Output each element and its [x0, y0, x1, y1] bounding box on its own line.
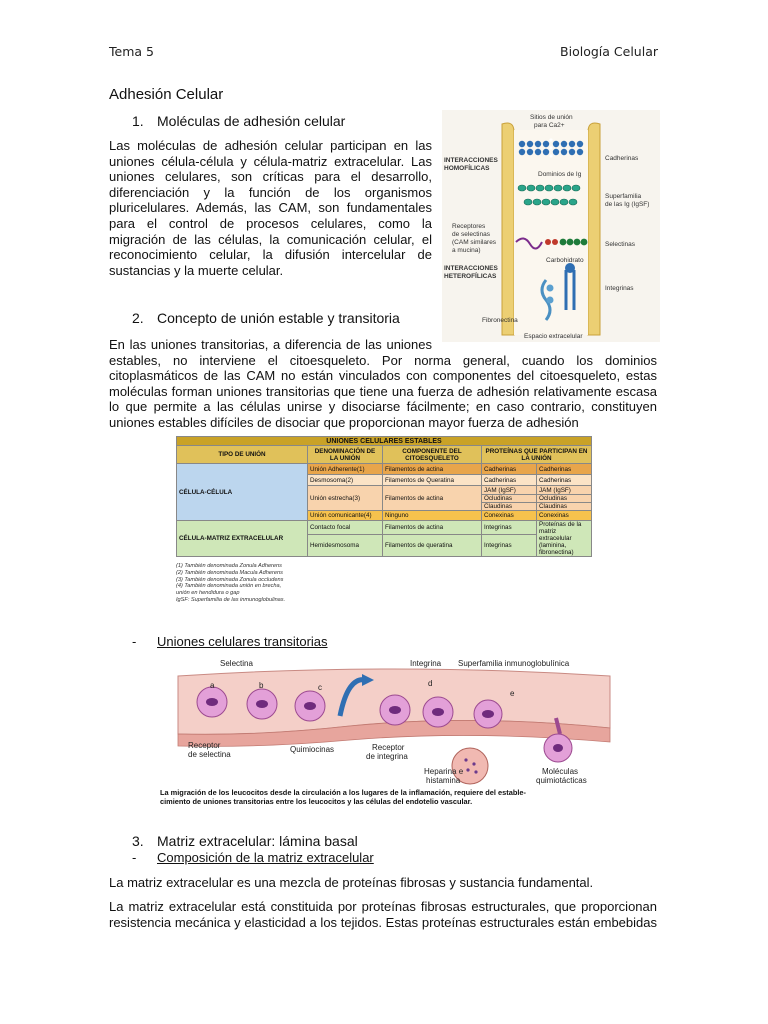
svg-text:Espacio extracelular: Espacio extracelular [524, 333, 583, 340]
svg-text:Receptor: Receptor [372, 743, 405, 752]
section1-heading: Moléculas de adhesión celular [157, 113, 346, 129]
section1-paragraph: Las moléculas de adhesión celular participan en las uniones célula-célula y célula-matriz extracelular. Las uniones celulares, son críticas para el desarrollo, diferenciación y la función de los organismos pluricelulares. Además, las CAM, son fundamentales para el control de procesos celulares, como la migración de las células, la comunicación celular, el reconocimiento celular, la difusión intercelular de sustancias y la muerte celular. [109, 138, 432, 278]
svg-text:INTERACCIONES: INTERACCIONES [444, 157, 498, 164]
svg-text:Superfamilia: Superfamilia [605, 193, 642, 200]
section2-number: 2. [132, 310, 144, 326]
table-cell: Cadherinas [482, 464, 537, 475]
table-header: PROTEÍNAS QUE PARTICIPAN EN LA UNIÓN [482, 446, 592, 464]
svg-text:Quimiocinas: Quimiocinas [290, 745, 335, 754]
section3-number: 3. [132, 833, 144, 849]
table-cell: Cadherinas [537, 475, 592, 486]
table-cell: Claudinas [482, 503, 537, 511]
figure2-caption: La migración de los leucocitos desde la circulación a los lugares de la inflamación, requiere del estable- cimiento de uniones transitorias entre los leucocitos y las células del endotelio vascular. [160, 788, 526, 806]
svg-text:Dominios de Ig: Dominios de Ig [538, 171, 582, 178]
table-header: TIPO DE UNIÓN [177, 446, 308, 464]
table-cell: Desmosoma(2) [308, 475, 383, 486]
svg-text:Fibronectina: Fibronectina [482, 317, 518, 324]
table-cell: Filamentos de actina [383, 464, 482, 475]
svg-text:Moléculas: Moléculas [542, 767, 579, 776]
svg-text:de selectinas: de selectinas [452, 231, 490, 238]
table-cell: Integrinas [482, 521, 537, 535]
svg-text:INTERACCIONES: INTERACCIONES [444, 265, 498, 272]
svg-text:a: a [210, 681, 215, 690]
table-cell: Contacto focal [308, 521, 383, 535]
section2-line0: En las uniones transitorias, a diferencia de las uniones [109, 337, 432, 352]
table-cell: Unión comunicante(4) [308, 511, 383, 521]
section3-heading: Matriz extracelular: lámina basal [157, 833, 358, 849]
svg-text:Superfamilia inmunoglobulínica: Superfamilia inmunoglobulínica [458, 659, 570, 668]
table-group: CÉLULA-CÉLULA [177, 464, 308, 521]
page-title: Adhesión Celular [109, 86, 224, 103]
table-cell: Claudinas [537, 503, 592, 511]
svg-text:Receptor: Receptor [188, 741, 221, 750]
leukocyte-migration-diagram [170, 656, 620, 806]
header-left: Tema 5 [109, 44, 154, 59]
svg-text:Selectinas: Selectinas [605, 241, 635, 248]
section1-number: 1. [132, 113, 144, 129]
table-cell: Filamentos de actina [383, 486, 482, 511]
table-cell: Integrinas [482, 535, 537, 557]
table-cell: Proteínas de la matriz extracelular (laminina, fibronectina) [537, 521, 592, 557]
table-cell: Hemidesmosoma [308, 535, 383, 557]
section3-dash: - [132, 850, 137, 865]
table-cell: JAM (IgSF) [537, 486, 592, 495]
svg-text:Receptores: Receptores [452, 223, 486, 230]
transit-dash: - [132, 634, 137, 649]
svg-text:Heparina e: Heparina e [424, 767, 464, 776]
table-cell: Ninguno [383, 511, 482, 521]
table-cell: Filamentos de actina [383, 521, 482, 535]
table-header: COMPONENTE DEL CITOESQUELETO [383, 446, 482, 464]
section3-paragraph2: La matriz extracelular está constituida por proteínas fibrosas estructurales, que proporcionan resistencia mecánica y elasticidad a los tejidos. Estas proteínas estructurales están embebidas [109, 899, 657, 930]
svg-text:de las Ig (IgSF): de las Ig (IgSF) [605, 201, 650, 208]
svg-text:Selectina: Selectina [220, 659, 253, 668]
section2-paragraph: estables, no interviene el citoesqueleto. Por norma general, cuando los dominios citoplasmáticos de las CAM no están vinculados con componentes del citoesqueleto, estas moléculas forman uniones transitorias que tiene una fuerza de adhesión relativamente escasa lo que permite a las células unirse y disociarse fácilmente; en caso contrario, constituyen uniones estables difíciles de disociar que proporcionan mayor fuerza de adhesión [109, 352, 657, 430]
svg-text:Carbohidrato: Carbohidrato [546, 257, 584, 264]
cam-diagram [442, 110, 660, 342]
svg-text:c: c [318, 683, 322, 692]
table-cell: Cadherinas [482, 475, 537, 486]
svg-text:HOMOFÍLICAS: HOMOFÍLICAS [444, 165, 490, 172]
svg-text:de selectina: de selectina [188, 750, 231, 759]
table-cell: Conexinas [537, 511, 592, 521]
stable-junctions-table [176, 436, 592, 604]
table-header: DENOMINACIÓN DE LA UNIÓN [308, 446, 383, 464]
section3-paragraph1: La matriz extracelular es una mezcla de proteínas fibrosas y sustancia fundamental. [109, 875, 594, 890]
table-cell: Filamentos de queratina [383, 535, 482, 557]
svg-text:histamina: histamina [426, 776, 461, 785]
transit-heading: Uniones celulares transitorias [157, 634, 328, 649]
svg-text:Sitios de unión: Sitios de unión [530, 114, 573, 121]
svg-text:Integrina: Integrina [410, 659, 442, 668]
svg-text:quimiotácticas: quimiotácticas [536, 776, 587, 785]
table-cell: Filamentos de Queratina [383, 475, 482, 486]
table-cell: JAM (IgSF) [482, 486, 537, 495]
svg-text:Integrinas: Integrinas [605, 285, 634, 292]
header-right: Biología Celular [560, 44, 658, 59]
svg-text:HETEROFÍLICAS: HETEROFÍLICAS [444, 273, 497, 280]
table-cell: Unión Adherente(1) [308, 464, 383, 475]
table-title: UNIONES CELULARES ESTABLES [177, 437, 592, 446]
table-cell: Cadherinas [537, 464, 592, 475]
table-cell: Conexinas [482, 511, 537, 521]
svg-text:b: b [259, 681, 264, 690]
table-cell: Unión estrecha(3) [308, 486, 383, 511]
svg-text:Cadherinas: Cadherinas [605, 155, 639, 162]
svg-text:(CAM similares: (CAM similares [452, 239, 497, 246]
svg-text:para Ca2+: para Ca2+ [534, 122, 565, 129]
section2-heading: Concepto de unión estable y transitoria [157, 310, 400, 326]
table-group: CÉLULA-MATRIZ EXTRACELULAR [177, 521, 308, 557]
table-cell: Ocludinas [537, 495, 592, 503]
section3-subheading: Composición de la matriz extracelular [157, 850, 374, 865]
svg-text:a mucina): a mucina) [452, 247, 481, 254]
table-notes: (1) También denominada Zonula Adherens (2) También denominada Macula Adherens (3) También denominada Zonula occludens (4) También denominada unión en brecha, unión en hendidura o gap IgSF: Superfamilia de las inmunoglobulinas. [176, 563, 286, 603]
table-cell: Ocludinas [482, 495, 537, 503]
svg-text:de integrina: de integrina [366, 752, 408, 761]
svg-text:e: e [510, 689, 515, 698]
svg-text:d: d [428, 679, 433, 688]
